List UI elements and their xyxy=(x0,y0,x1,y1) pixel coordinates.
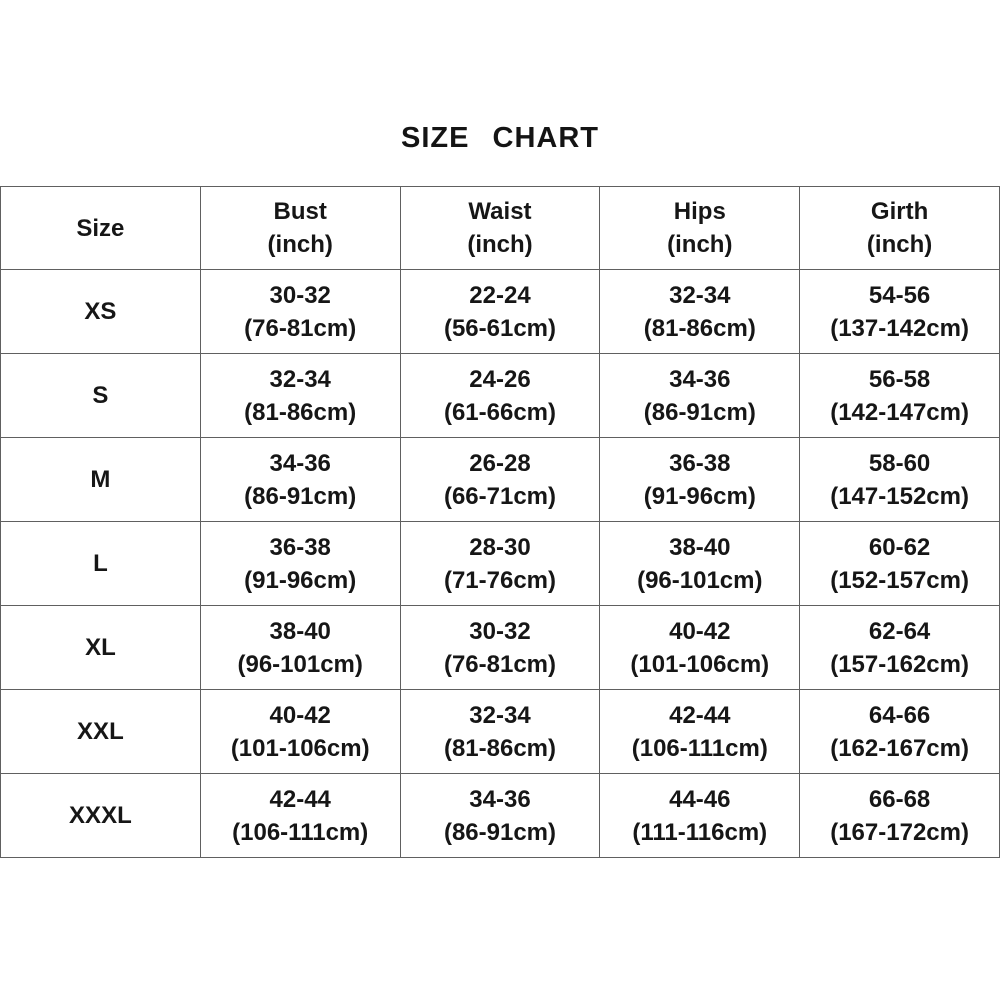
waist-inch-value: 34-36 xyxy=(469,785,531,813)
girth-cm-value: (157-162cm) xyxy=(830,650,969,678)
waist-inch-value: 32-34 xyxy=(469,701,531,729)
size-label: XL xyxy=(85,634,116,661)
waist-inch-value: 22-24 xyxy=(469,281,531,309)
girth-inch-value: 64-66 xyxy=(868,701,931,729)
column-header-size xyxy=(1,187,201,270)
bust-cm-value: (81-86cm) xyxy=(244,398,357,426)
bust-inch-value: 30-32 xyxy=(269,281,331,309)
column-header-bust xyxy=(200,187,400,270)
waist-inch-value: 26-28 xyxy=(469,449,531,477)
waist-cell xyxy=(400,606,600,690)
column-header-bust-unit: (inch) xyxy=(267,231,333,258)
bust-cell xyxy=(200,270,400,354)
size-cell xyxy=(1,438,201,522)
hips-cell xyxy=(600,354,800,438)
bust-inch-value: 40-42 xyxy=(269,701,331,729)
girth-cell xyxy=(800,438,1000,522)
column-header-hips-label: Hips xyxy=(673,198,726,225)
bust-cm-value: (86-91cm) xyxy=(244,482,357,510)
table-row-l xyxy=(1,522,1000,606)
girth-cell xyxy=(800,270,1000,354)
girth-cm-value: (167-172cm) xyxy=(830,818,969,846)
bust-cell xyxy=(200,438,400,522)
hips-cell xyxy=(600,606,800,690)
girth-inch-value: 66-68 xyxy=(868,785,931,813)
size-cell xyxy=(1,690,201,774)
column-header-girth-unit: (inch) xyxy=(866,231,933,258)
waist-cm-value: (66-71cm) xyxy=(443,482,557,510)
size-label: XXXL xyxy=(69,802,132,829)
table-row-m xyxy=(1,438,1000,522)
girth-cm-value: (152-157cm) xyxy=(830,566,969,594)
bust-cell xyxy=(200,606,400,690)
girth-inch-value: 56-58 xyxy=(868,365,931,393)
waist-cm-value: (56-61cm) xyxy=(443,314,557,342)
table-row-xl xyxy=(1,606,1000,690)
size-label: XXL xyxy=(77,718,124,745)
hips-cell xyxy=(600,522,800,606)
girth-inch-value: 54-56 xyxy=(868,281,931,309)
bust-cm-value: (106-111cm) xyxy=(232,818,369,846)
bust-inch-value: 38-40 xyxy=(269,617,331,645)
column-header-girth xyxy=(800,187,1000,270)
column-header-bust-label: Bust xyxy=(273,198,327,225)
girth-cell xyxy=(800,774,1000,858)
girth-inch-value: 60-62 xyxy=(868,533,931,561)
waist-cell xyxy=(400,354,600,438)
girth-cell xyxy=(800,606,1000,690)
girth-inch-value: 58-60 xyxy=(868,449,931,477)
column-header-waist xyxy=(400,187,600,270)
column-header-girth-label: Girth xyxy=(870,198,929,225)
size-label: S xyxy=(92,382,109,409)
girth-cell xyxy=(800,522,1000,606)
bust-inch-value: 32-34 xyxy=(269,365,331,393)
size-cell xyxy=(1,774,201,858)
bust-cell xyxy=(200,522,400,606)
bust-inch-value: 34-36 xyxy=(269,449,331,477)
column-header-hips-unit: (inch) xyxy=(667,231,733,258)
hips-inch-value: 34-36 xyxy=(669,365,731,393)
hips-inch-value: 44-46 xyxy=(669,785,731,813)
bust-cm-value: (101-106cm) xyxy=(230,734,370,762)
hips-cell xyxy=(600,774,800,858)
table-body xyxy=(1,270,1000,858)
girth-cm-value: (142-147cm) xyxy=(830,398,969,426)
bust-cell xyxy=(200,690,400,774)
table-row-xxl xyxy=(1,690,1000,774)
hips-cell xyxy=(600,438,800,522)
bust-inch-value: 42-44 xyxy=(269,785,331,813)
hips-inch-value: 40-42 xyxy=(669,617,731,645)
girth-cm-value: (147-152cm) xyxy=(830,482,969,510)
waist-cm-value: (76-81cm) xyxy=(443,650,557,678)
bust-cell xyxy=(200,774,400,858)
waist-cell xyxy=(400,774,600,858)
table-row-xs xyxy=(1,270,1000,354)
page-title: SIZE CHART xyxy=(401,122,599,154)
waist-cm-value: (86-91cm) xyxy=(443,818,557,846)
hips-cm-value: (106-111cm) xyxy=(631,734,768,762)
hips-cm-value: (86-91cm) xyxy=(643,398,756,426)
girth-cm-value: (137-142cm) xyxy=(830,314,969,342)
bust-cm-value: (96-101cm) xyxy=(237,650,363,678)
hips-cm-value: (81-86cm) xyxy=(643,314,756,342)
hips-cm-value: (111-116cm) xyxy=(632,818,768,846)
waist-cm-value: (61-66cm) xyxy=(443,398,557,426)
size-label: M xyxy=(90,466,111,493)
hips-inch-value: 36-38 xyxy=(669,449,731,477)
waist-inch-value: 30-32 xyxy=(469,617,531,645)
hips-cell xyxy=(600,690,800,774)
waist-cell xyxy=(400,438,600,522)
size-label: XS xyxy=(84,298,117,325)
hips-cm-value: (96-101cm) xyxy=(637,566,763,594)
bust-inch-value: 36-38 xyxy=(269,533,331,561)
waist-inch-value: 24-26 xyxy=(469,365,531,393)
waist-cm-value: (81-86cm) xyxy=(443,734,557,762)
waist-inch-value: 28-30 xyxy=(469,533,531,561)
girth-inch-value: 62-64 xyxy=(868,617,931,645)
hips-cell xyxy=(600,270,800,354)
waist-cell xyxy=(400,522,600,606)
bust-cm-value: (91-96cm) xyxy=(244,566,357,594)
hips-inch-value: 32-34 xyxy=(669,281,731,309)
column-header-waist-unit: (inch) xyxy=(467,231,533,258)
hips-inch-value: 42-44 xyxy=(669,701,731,729)
table-row-xxxl xyxy=(1,774,1000,858)
size-label: L xyxy=(93,550,108,577)
column-header-hips xyxy=(600,187,800,270)
girth-cm-value: (162-167cm) xyxy=(830,734,969,762)
waist-cell xyxy=(400,270,600,354)
waist-cell xyxy=(400,690,600,774)
size-cell xyxy=(1,354,201,438)
size-cell xyxy=(1,606,201,690)
hips-inch-value: 38-40 xyxy=(669,533,731,561)
table-header-row xyxy=(1,187,1000,270)
hips-cm-value: (101-106cm) xyxy=(630,650,770,678)
hips-cm-value: (91-96cm) xyxy=(643,482,756,510)
waist-cm-value: (71-76cm) xyxy=(443,566,557,594)
table-row-s xyxy=(1,354,1000,438)
column-header-waist-label: Waist xyxy=(468,198,532,225)
column-header-size-label: Size xyxy=(76,214,125,242)
size-cell xyxy=(1,270,201,354)
size-chart-table xyxy=(0,186,1000,858)
table-header xyxy=(1,187,1000,270)
girth-cell xyxy=(800,690,1000,774)
bust-cell xyxy=(200,354,400,438)
size-cell xyxy=(1,522,201,606)
girth-cell xyxy=(800,354,1000,438)
bust-cm-value: (76-81cm) xyxy=(244,314,357,342)
